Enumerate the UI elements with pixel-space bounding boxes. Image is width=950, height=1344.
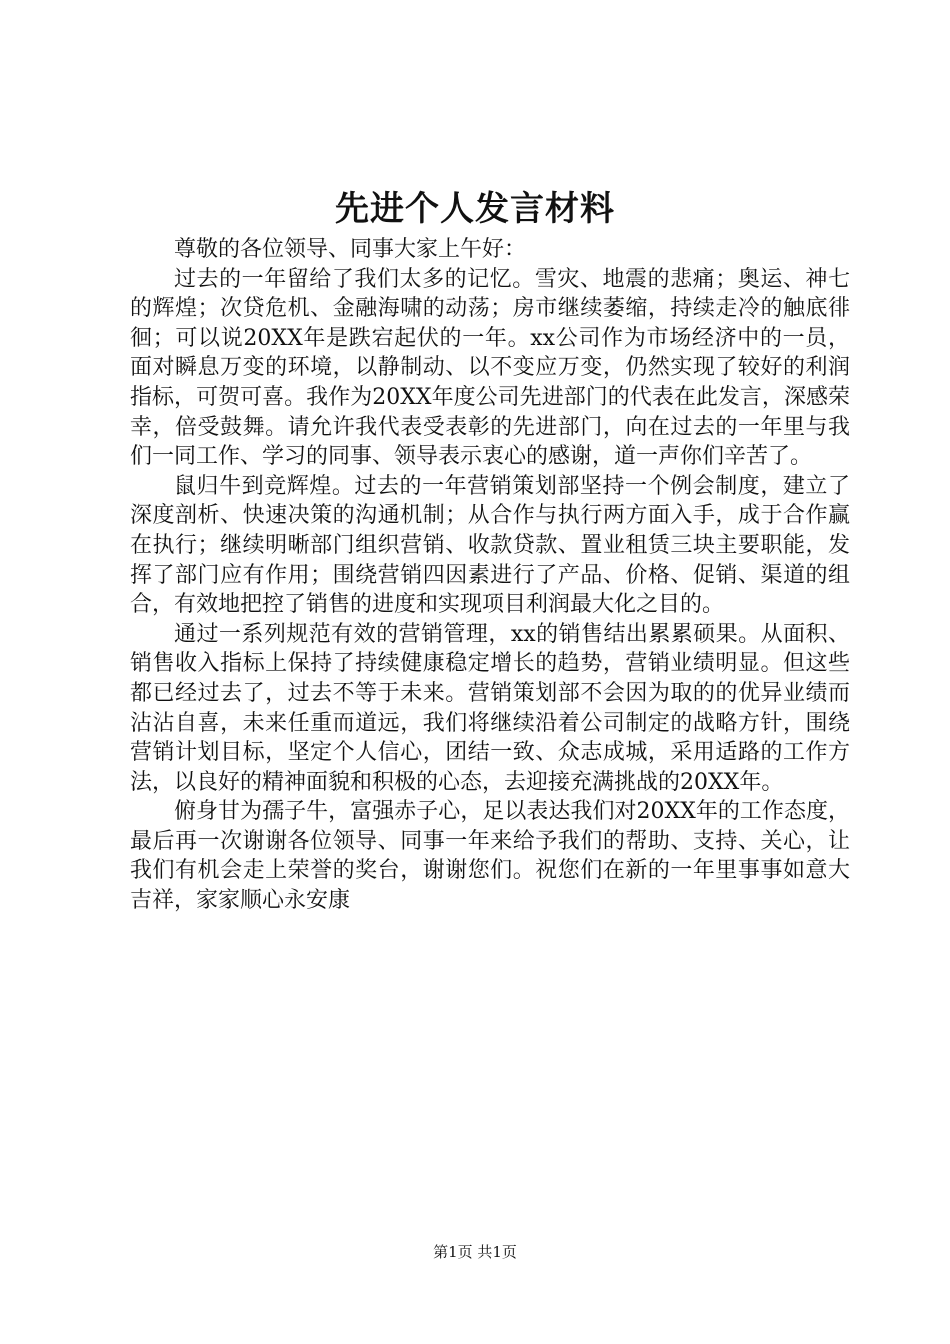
page-footer: 第1页 共1页 [433,1243,517,1261]
paragraph-greeting: 尊敬的各位领导、同事大家上午好： [174,237,527,262]
paragraph: 俯身甘为孺子牛，富强赤子心，足以表达我们对20XX年的工作态度，最后再一次谢谢各位领导、同事一年来给予我们的帮助、支持、关心，让我们有机会走上荣誉的奖台，谢谢您们。祝您们在新的一年里事事如意大吉祥，家家顺心永安康 [130,799,850,914]
paragraph: 鼠归牛到竞辉煌。过去的一年营销策划部坚持一个例会制度，建立了深度剖析、快速决策的沟通机制；从合作与执行两方面入手，成于合作赢在执行；继续明晰部门组织营销、收款贷款、置业租赁三块主要职能，发挥了部门应有作用；围绕营销四因素进行了产品、价格、促销、渠道的组合，有效地把控了销售的进度和实现项目利润最大化之目的。 [130,473,850,618]
document-body [130,235,850,916]
paragraph: 通过一系列规范有效的营销管理，xx的销售结出累累硕果。从面积、销售收入指标上保持了持续健康稳定增长的趋势，营销业绩明显。但这些都已经过去了，过去不等于未来。营销策划部不会因为取的的优异业绩而沾沾自喜，未来任重而道远，我们将继续沿着公司制定的战略方针，围绕营销计划目标，坚定个人信心，团结一致、众志成城，采用适路的工作方法，以良好的精神面貌和积极的心态，去迎接充满挑战的20XX年。 [130,621,850,795]
document-title: 先进个人发言材料 [335,189,615,229]
paragraph: 过去的一年留给了我们太多的记忆。雪灾、地震的悲痛；奥运、神七的辉煌；次贷危机、金融海啸的动荡；房市继续萎缩，持续走冷的触底徘徊；可以说20XX年是跌宕起伏的一年。xx公司作为市场经济中的一员，面对瞬息万变的环境，以静制动、以不变应万变，仍然实现了较好的利润指标，可贺可喜。我作为20XX年度公司先进部门的代表在此发言，深感荣幸，倍受鼓舞。请允许我代表受表彰的先进部门，向在过去的一年里与我们一同工作、学习的同事、领导表示衷心的感谢，道一声你们辛苦了。 [130,266,850,470]
